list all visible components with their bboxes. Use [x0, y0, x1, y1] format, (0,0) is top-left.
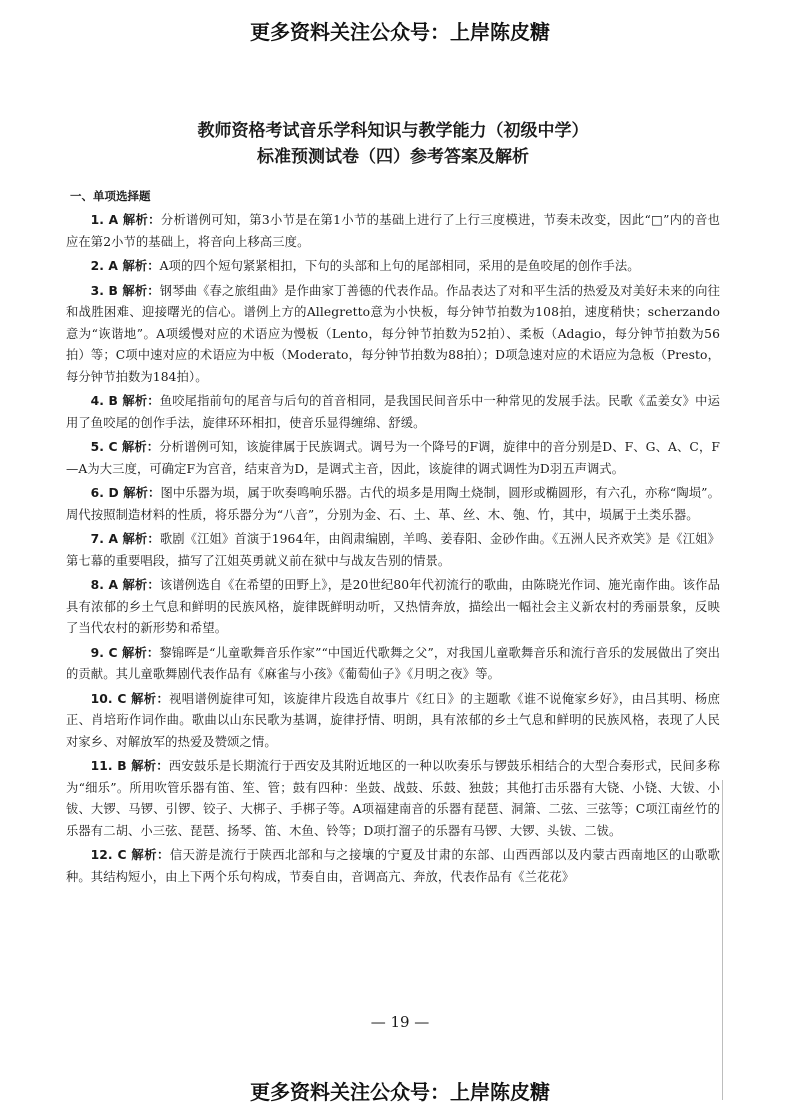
analysis-text: 分析谱例可知，第3小节是在第1小节的基础上进行了上行三度模进，节奏未改变，因此“□”内的音也应在第2小节的基础上，将音向上移高三度。 [66, 213, 720, 249]
analysis-label: 解析： [121, 440, 160, 454]
answer-item [66, 281, 720, 389]
answer-lead [91, 578, 160, 592]
answer-item [66, 689, 720, 754]
question-number: 9. [90, 645, 105, 660]
answer-letter: C [117, 691, 127, 706]
scan-edge-line [722, 780, 723, 1100]
analysis-text: A项的四个短句紧紧相扣，下句的头部和上句的尾部相同，采用的是鱼咬尾的创作手法。 [159, 259, 640, 273]
answer-list [66, 210, 720, 888]
analysis-text: 分析谱例可知，该旋律属于民族调式。调号为一个降号的F调，旋律中的音分别是D、F、G、A、C，F—A为大三度，可确定F为宫音，结束音为D，是调式主音，因此，该旋律的调式调性为D羽五声调式。 [66, 440, 720, 476]
answer-item [66, 845, 720, 888]
answer-letter: B [108, 283, 118, 298]
answer-letter: A [108, 213, 119, 227]
answer-lead [91, 213, 161, 227]
question-number: 12. [90, 848, 113, 862]
question-number: 2. [90, 259, 105, 273]
analysis-text: 视唱谱例旋律可知，该旋律片段选自故事片《红日》的主题歌《谁不说俺家乡好》，由吕其明、杨庶正、肖培珩作词作曲。歌曲以山东民歌为基调，旋律抒情、明朗，具有浓郁的乡土气息和鲜明的民族风格，表现了人民对家乡、对解放军的热爱及赞颂之情。 [66, 691, 720, 749]
answer-letter: A [108, 578, 119, 592]
analysis-label: 解析： [131, 691, 170, 706]
analysis-label: 解析： [122, 259, 160, 273]
question-number: 7. [90, 532, 105, 546]
analysis-text: 信天游是流行于陕西北部和与之接壤的宁夏及甘肃的东部、山西西部以及内蒙古西南地区的山歌歌种。其结构短小，由上下两个乐句构成，节奏自由，音调高亢、奔放，代表作品有《兰花花》 [66, 848, 720, 884]
analysis-text: 黎锦晖是“儿童歌舞音乐作家”“中国近代歌舞之父”，对我国儿童歌舞音乐和流行音乐的发展做出了突出的贡献。其儿童歌舞剧代表作品有《麻雀与小孩》《葡萄仙子》《月明之夜》等。 [66, 645, 720, 681]
answer-letter: C [117, 848, 127, 862]
section-heading: 一、单项选择题 [70, 189, 151, 203]
analysis-label: 解析： [122, 394, 160, 408]
answer-item [66, 756, 720, 842]
page-number: — 19 — [370, 1013, 430, 1031]
answer-lead [91, 259, 160, 273]
answer-lead [91, 394, 160, 408]
answer-letter: A [108, 532, 119, 546]
answer-item [66, 256, 720, 278]
question-number: 10. [90, 691, 113, 706]
answer-lead [91, 646, 160, 660]
answer-letter: A [108, 259, 119, 273]
analysis-label: 解析： [122, 645, 160, 660]
analysis-label: 解析： [123, 486, 161, 500]
answer-lead [91, 284, 160, 298]
analysis-text: 鱼咬尾指前句的尾音与后句的首音相同，是我国民间音乐中一种常见的发展手法。民歌《孟姜女》中运用了鱼咬尾的创作手法，旋律环环相扣，使音乐显得缠绵、舒缓。 [66, 394, 720, 430]
question-number: 6. [90, 486, 105, 500]
answer-letter: C [108, 440, 118, 454]
analysis-label: 解析： [122, 578, 160, 592]
question-number: 4. [90, 394, 105, 408]
analysis-label: 解析： [122, 213, 161, 227]
analysis-label: 解析： [131, 848, 170, 862]
answer-item [66, 483, 720, 526]
answer-lead [91, 848, 170, 862]
top-banner: 更多资料关注公众号：上岸陈皮糖 [250, 20, 550, 44]
page-title-line1: 教师资格考试音乐学科知识与教学能力（初级中学） [197, 121, 589, 141]
answer-item [66, 529, 720, 572]
answer-letter: C [108, 645, 118, 660]
analysis-label: 解析： [122, 532, 160, 546]
answer-lead [91, 440, 160, 454]
question-number: 11. [90, 759, 113, 773]
answer-lead [91, 692, 170, 706]
answer-lead [91, 532, 160, 546]
analysis-text: 西安鼓乐是长期流行于西安及其附近地区的一种以吹奏乐与锣鼓乐相结合的大型合奏形式，民间多称为“细乐”。所用吹管乐器有笛、笙、管；鼓有四种：坐鼓、战鼓、乐鼓、独鼓；其他打击乐器有大铙、小铙、大钹、小钹、大锣、马锣、引锣、铰子、大梆子、手梆子等。A项福建南音的乐器有琵琶、洞箫、二弦、三弦等；C项江南丝竹的乐器有二胡、小三弦、琵琶、扬琴、笛、木鱼、铃等；D项打溜子的乐器有马锣、大锣、头钹、二钹。 [66, 759, 720, 838]
answer-letter: B [117, 759, 127, 773]
question-number: 5. [90, 440, 105, 454]
analysis-text: 钢琴曲《春之旅组曲》是作曲家丁善德的代表作品。作品表达了对和平生活的热爱及对美好未来的向往和战胜困难、迎接曙光的信心。谱例上方的Allegretto意为小快板，每分钟节拍数为108拍，速度稍快；scherzando意为“诙谐地”。A项缓慢对应的术语应为慢板（Lento，每分钟节拍数为52拍）、柔板（Adagio，每分钟节拍数为56拍）等；C项中速对应的术语应为中板（Moderato，每分钟节拍数为88拍）；D项急速对应的术语应为急板（Presto，每分钟节拍数为184拍）。 [66, 283, 720, 384]
answer-item [66, 391, 720, 434]
question-number: 3. [90, 283, 105, 298]
analysis-text: 歌剧《江姐》首演于1964年，由阎肃编剧，羊鸣、姜春阳、金砂作曲。《五洲人民齐欢笑》是《江姐》第七幕的重要唱段，描写了江姐英勇就义前在狱中与战友告别的情景。 [66, 532, 720, 568]
answer-item [66, 210, 720, 253]
analysis-text: 该谱例选自《在希望的田野上》，是20世纪80年代初流行的歌曲，由陈晓光作词、施光南作曲。该作品具有浓郁的乡土气息和鲜明的民族风格，旋律既鲜明动听，又热情奔放，描绘出一幅社会主义新农村的秀丽景象，反映了当代农村的新形势和希望。 [66, 578, 720, 635]
question-number: 1. [90, 213, 105, 227]
analysis-label: 解析： [122, 283, 160, 298]
bottom-banner: 更多资料关注公众号：上岸陈皮糖 [250, 1080, 550, 1104]
answer-page [66, 118, 720, 891]
question-number: 8. [90, 578, 105, 592]
answer-item [66, 437, 720, 480]
analysis-text: 图中乐器为埙，属于吹奏鸣响乐器。古代的埙多是用陶土烧制，圆形或椭圆形，有六孔，亦称“陶埙”。周代按照制造材料的性质，将乐器分为“八音”，分别为金、石、土、革、丝、木、匏、竹，其中，埙属于土类乐器。 [66, 486, 720, 522]
answer-letter: D [108, 486, 119, 500]
answer-lead [91, 759, 169, 773]
page-title-line2: 标准预测试卷（四）参考答案及解析 [257, 147, 529, 167]
answer-item [66, 575, 720, 640]
answer-letter: B [108, 394, 118, 408]
answer-item [66, 643, 720, 686]
analysis-label: 解析： [131, 759, 169, 773]
answer-lead [91, 486, 161, 500]
